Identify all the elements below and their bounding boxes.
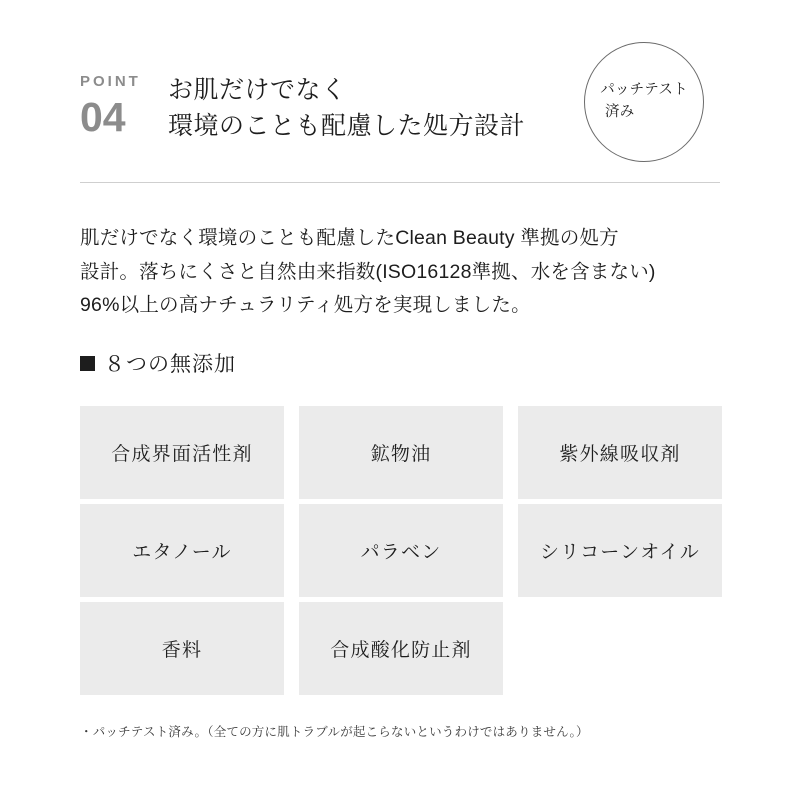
subheading-label: ８つの無添加 [104,353,236,376]
free-from-label: 合成酸化防止剤 [330,640,472,661]
free-from-tile [518,406,722,499]
section-header [80,62,720,162]
badge-line-2: 済み [605,104,635,120]
free-from-label: 合成界面活性剤 [111,444,253,465]
point-number: 04 [80,94,126,140]
page-title [168,72,638,145]
free-from-label: 香料 [161,640,203,661]
free-from-tile [518,504,722,597]
badge-line-1: パッチテスト [600,82,688,99]
free-from-tile [299,504,503,597]
free-from-tile [80,504,284,597]
body-line-1: 肌だけでなく環境のことも配慮したClean Beauty 準拠の処方 [80,227,619,249]
free-from-tile [80,602,284,695]
title-line-1: お肌だけでなく [168,76,347,104]
free-from-tile [299,406,503,499]
free-from-tile-empty [518,602,722,695]
patch-test-badge [584,42,704,162]
free-from-label: 紫外線吸収剤 [559,444,681,465]
free-from-label: 鉱物油 [370,444,432,465]
title-line-2: 環境のことも配慮した処方設計 [168,112,526,141]
body-copy [80,222,740,323]
free-from-tile [80,406,284,499]
header-divider [80,182,720,183]
footnote: ・パッチテスト済み。（全ての方に肌トラブルが起こらないというわけではありません。） [80,725,589,739]
point-label: POINT [80,73,141,90]
square-bullet-icon [80,356,95,371]
free-from-tile [299,602,503,695]
point-marker [80,74,154,138]
free-from-grid [80,406,722,695]
free-from-label: エタノール [132,542,232,563]
free-from-label: パラベン [360,542,442,563]
body-line-3: 96%以上の高ナチュラリティ処方を実現しました。 [80,294,531,317]
body-line-2: 設計。落ちにくさと自然由来指数(ISO16128準拠、水を含まない) [80,260,656,283]
subheading [80,348,236,378]
free-from-label: シリコーンオイル [540,542,700,563]
